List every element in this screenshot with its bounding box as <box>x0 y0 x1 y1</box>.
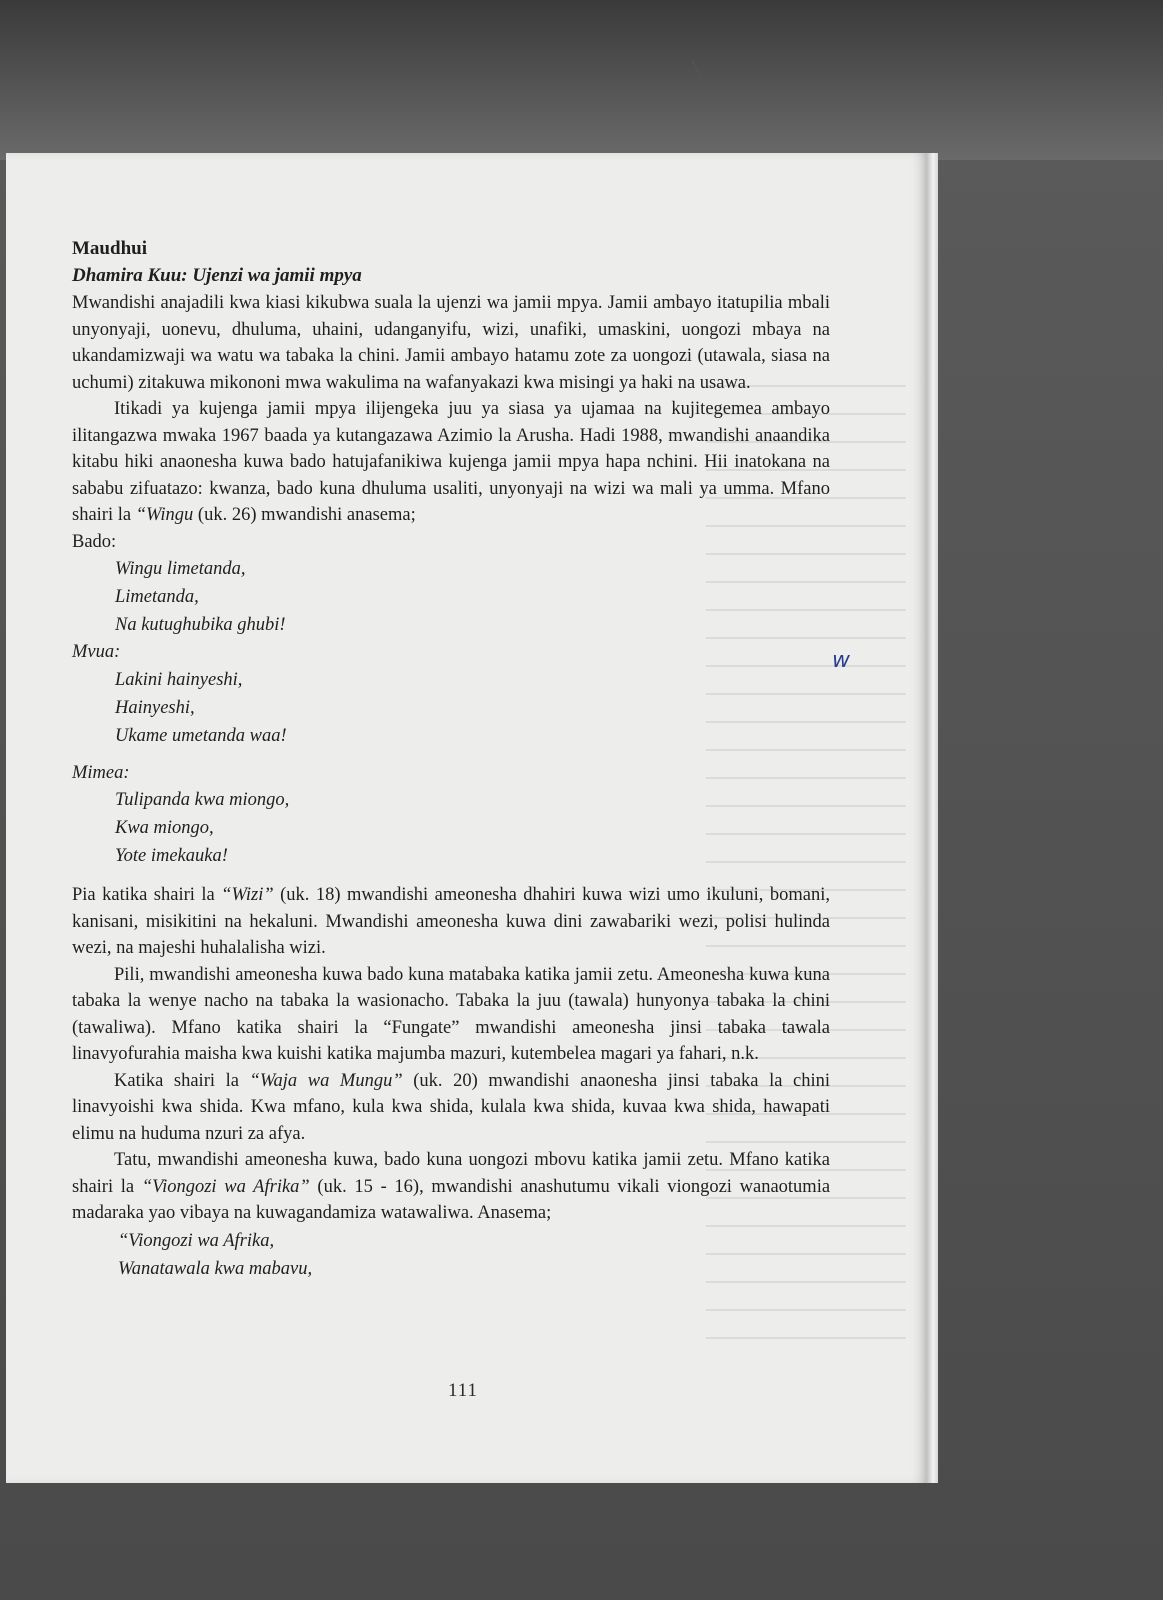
paragraph-uongozi-text: (uk. 15 - 16), mwandishi anashutumu vikali viongozi wanaotumia madaraka yao vibaya na kuwagandamiza watawaliwa. Anasema; <box>72 1176 831 1223</box>
closing-verse <box>118 1227 830 1283</box>
scanner-background <box>0 0 1163 160</box>
paragraph-uongozi <box>72 1147 830 1227</box>
poem-line: Na kutughubika ghubi! <box>115 615 286 635</box>
paragraph-wizi-text: (uk. 18) mwandishi ameonesha dhahiri kuwa wizi umo ikuluni, bomani, kanisani, misikitini na hekaluni. Mwandishi ameonesha kuwa dini zawabariki wezi, polisi hulinda wezi, na majeshi huhalalisha wizi. <box>72 885 830 958</box>
poem-stanza-mimea <box>115 786 830 870</box>
poem-line: Ukame umetanda waa! <box>115 725 287 746</box>
paragraph-matabaka: Pili, mwandishi ameonesha kuwa bado kuna matabaka katika jamii zetu. Ameonesha kuwa kuna tabaka la wenye nacho na tabaka la wasionacho. Tabaka la juu (tawala) hunyonya tabaka la chini (tawaliwa). Mfano katika shairi la “Fungate” mwandishi ameonesha jinsi tabaka tawala linavyofurahia maisha kwa kuishi katika majumba mazuri, kutembelea magari ya fahari, n.k. <box>72 964 830 1064</box>
page-number: 111 <box>447 1380 479 1401</box>
poem-line: Lakini hainyeshi, <box>115 669 243 690</box>
paragraph-intro: Mwandishi anajadili kwa kiasi kikubwa suala la ujenzi wa jamii mpya. Jamii ambayo itatupilia mbali unyonyaji, uonevu, dhuluma, uhaini, udanganyifu, wizi, unafiki, umaskini, uongozi mbaya na ukandamizwaji wa watu wa tabaka la chini. Jamii ambayo hatamu zote za uongozi (utawala, siasa na uchumi) zitakuwa mikononi mwa wakulima na wafanyakazi kwa misingi ya haki na usawa. <box>72 293 830 393</box>
paragraph-waja-start: Katika shairi la <box>114 1070 239 1091</box>
paragraph-waja-text: (uk. 20) mwandishi anaonesha jinsi tabaka la chini linavyoishi kwa shida. Kwa mfano, kula kwa shida, kulala kwa shida, kuvaa kwa shida, hawapati elimu na huduma nzuri za afya. <box>72 1070 831 1144</box>
poem-stanza-mvua <box>115 666 830 750</box>
poem-line: Kwa miongo, <box>115 818 214 838</box>
poem-title-waja: “Waja wa Mungu” <box>249 1070 403 1091</box>
poem-line: Wanatawala kwa mabavu, <box>118 1258 313 1279</box>
section-heading: Maudhui <box>72 238 147 259</box>
poem-line: Limetanda, <box>115 587 199 607</box>
poem-line: Yote imekauka! <box>115 846 228 866</box>
poem-title-wingu: “Wingu <box>135 505 194 525</box>
poem-title-wizi: “Wizi” <box>221 885 274 905</box>
paragraph-wizi <box>72 882 830 962</box>
poem-title-viongozi: “Viongozi wa Afrika” <box>141 1176 310 1197</box>
paragraph-uongozi-start: Tatu, mwandishi ameonesha kuwa, bado kuna uongozi mbovu katika jamii zetu. Mfano katika shairi la <box>72 1150 830 1197</box>
scan-speck: ╲ <box>692 60 702 79</box>
paragraph-itikadi-text: Itikadi ya kujenga jamii mpya ilijengeka juu ya siasa ya ujamaa na kujitegemea ambayo ilitangazwa mwaka 1967 baada ya kutangazawa Azimio la Arusha. Hadi 1988, mwandishi anaandika kitabu hiki anaonesha kuwa bado hatujafanikiwa kujenga jamii mpya hapa nchini. Hii inatokana na sababu zifuatazo: kwanza, bado kuna dhuluma usaliti, unyonyaji na wizi wa mali ya umma. Mfano shairi la <box>72 399 830 525</box>
poem-label-bado: Bado: <box>72 531 117 552</box>
page-edge <box>926 153 938 1483</box>
poem-label-mvua: Mvua: <box>72 642 121 662</box>
paragraph-itikadi-end: (uk. 26) mwandishi anasema; <box>197 505 416 525</box>
handwritten-mark: w <box>832 648 850 673</box>
poem-line: Tulipanda kwa miongo, <box>115 790 290 810</box>
page-content <box>72 236 830 1283</box>
poem-line: “Viongozi wa Afrika, <box>118 1230 275 1251</box>
poem-label-mimea: Mimea: <box>72 762 130 783</box>
sub-heading: Dhamira Kuu: Ujenzi wa jamii mpya <box>72 264 362 286</box>
paragraph-waja <box>72 1068 830 1148</box>
paragraph-itikadi <box>72 396 830 529</box>
paragraph-wizi-start: Pia katika shairi la <box>72 885 215 905</box>
poem-line: Hainyeshi, <box>115 697 195 718</box>
poem-line: Wingu limetanda, <box>115 559 246 579</box>
poem-stanza-bado <box>115 555 830 639</box>
